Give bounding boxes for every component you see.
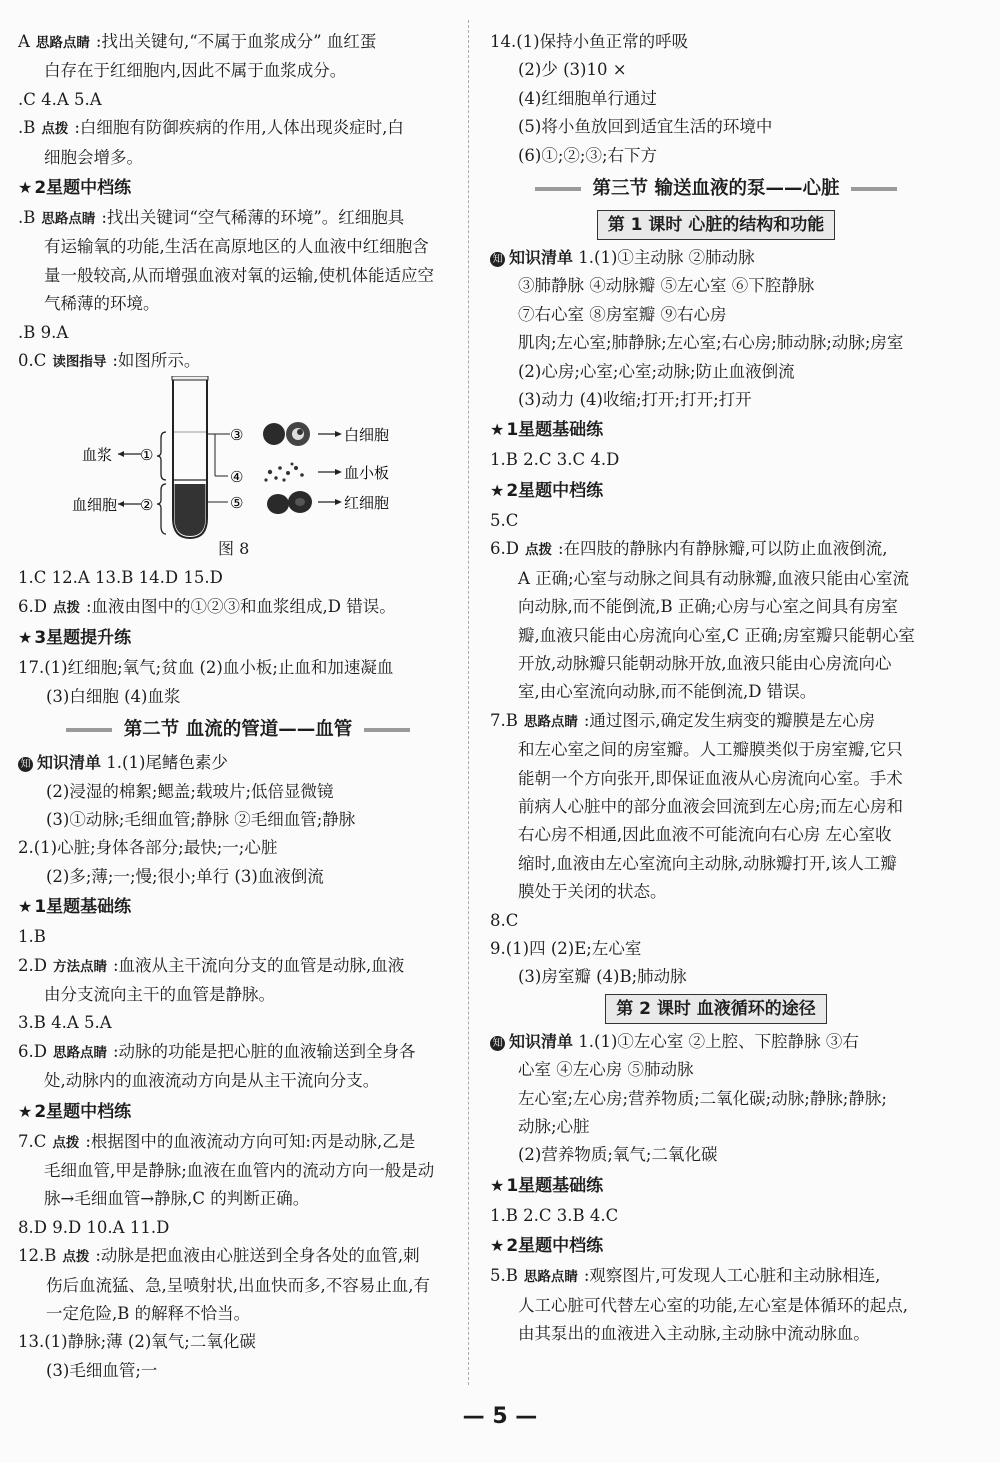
answer-line: 8.C	[490, 910, 519, 930]
answer-line: ③肺静脉 ④动脉瓣 ⑤左心室 ⑥下腔静脉	[518, 276, 815, 296]
answer-line: 气稀薄的环境。	[44, 294, 160, 314]
answer-line: 1.B 2.C 3.B 4.C	[490, 1205, 619, 1225]
blood-test-tube-figure	[18, 376, 458, 564]
marker-3: ③	[230, 426, 244, 445]
answer-line: 8.D 9.D 10.A 11.D	[18, 1217, 170, 1237]
answer-line: 伤后血流猛、急,呈喷射状,出血快而多,不容易止血,有	[46, 1275, 430, 1295]
marker-2: ②	[140, 496, 154, 515]
star-icon: ★	[18, 897, 33, 917]
right-column	[490, 28, 942, 1348]
answer-line: 13.(1)静脉;薄 (2)氧气;二氧化碳	[18, 1332, 256, 1352]
answer-line: (3)白细胞 (4)血浆	[46, 686, 181, 706]
answer-line: 前病人心脏中的部分血液会回流到左心房;而左心房和	[518, 796, 904, 816]
answer-line: (2)浸湿的棉絮;鳃盖;载玻片;低倍显微镜	[46, 781, 334, 801]
answer-line: 肌肉;左心室;肺静脉;左心室;右心房;肺动脉;动脉;房室	[518, 333, 904, 353]
answer-line: 有运输氧的功能,生活在高原地区的人血液中红细胞含	[44, 237, 429, 257]
answer-line: (5)将小鱼放回到适宜生活的环境中	[518, 117, 773, 137]
answer-line: (2)心房;心室;心室;动脉;防止血液倒流	[518, 361, 795, 381]
answer-line: 0.C 读图指导 :如图所示。	[18, 351, 201, 371]
answer-line: 7.B 思路点睛 :通过图示,确定发生病变的瓣膜是左心房	[490, 710, 876, 730]
knowledge-icon: 知	[490, 252, 505, 267]
column-divider	[468, 20, 469, 1385]
answer-line: 白存在于红细胞内,因此不属于血浆成分。	[44, 61, 347, 81]
answer-line: 处,动脉内的血液流动方向是从主干流向分支。	[44, 1071, 380, 1091]
answer-line: (3)房室瓣 (4)B;肺动脉	[518, 967, 687, 987]
lesson-title: 第 2 课时 血液循环的途径	[490, 994, 942, 1024]
knowledge-icon: 知	[18, 757, 33, 772]
answer-line: .B 思路点睛 :找出关键词“空气稀薄的环境”。红细胞具	[18, 208, 405, 228]
answer-line: (3)毛细血管;一	[46, 1360, 158, 1380]
answer-line: 缩时,血液由左心室流向主动脉,动脉瓣打开,该人工瓣	[518, 853, 897, 873]
answer-line: (2)少 (3)10 ×	[518, 60, 627, 80]
answer-line: 由分支流向主干的血管是静脉。	[44, 984, 275, 1004]
level-heading: ★ 2星题中档练	[490, 1236, 604, 1257]
answer-line: 6.D 点拨 :在四肢的静脉内有静脉瓣,可以防止血液倒流,	[490, 539, 888, 559]
star-icon: ★	[490, 1236, 505, 1256]
answer-line: (3)①动脉;毛细血管;静脉 ②毛细血管;静脉	[46, 809, 356, 829]
answer-line: 由其泵出的血液进入主动脉,主动脉中流动脉血。	[518, 1324, 870, 1344]
answer-line: 心室 ④左心房 ⑤肺动脉	[518, 1060, 694, 1080]
star-icon: ★	[18, 628, 33, 648]
answer-line: 6.D 思路点睛 :动脉的功能是把心脏的血液输送到全身各	[18, 1041, 416, 1061]
answer-line: A 思路点睛 :找出关键句,“不属于血浆成分” 血红蛋	[18, 32, 377, 51]
platelet-label: 血小板	[344, 464, 390, 483]
answer-line: 膜处于关闭的状态。	[518, 882, 667, 902]
answer-line: 量一般较高,从而增强血液对氧的运输,使机体能适应空	[44, 265, 434, 285]
level-heading: ★ 2星题中档练	[18, 1101, 132, 1122]
answer-line: 开放,动脉瓣只能朝动脉开放,血液只能由心房流向心	[518, 653, 892, 673]
page-number: — 5 —	[462, 1404, 538, 1429]
star-icon: ★	[490, 480, 505, 500]
answer-line: 瓣,血液只能由心房流向心室,C 正确;房室瓣只能朝心室	[518, 625, 915, 645]
lesson-title: 第 1 课时 心脏的结构和功能	[490, 210, 942, 240]
section-title: 第三节 输送血液的泵——心脏	[490, 170, 942, 208]
answer-line: 向动脉,而不能倒流,B 正确;心房与心室之间具有房室	[518, 597, 898, 617]
answer-line: .B 9.A	[18, 322, 69, 342]
answer-line: 1.B 2.C 3.C 4.D	[490, 450, 620, 470]
answer-line: (2)营养物质;氧气;二氧化碳	[518, 1145, 718, 1165]
answer-line: 一定危险,B 的解释不恰当。	[46, 1304, 251, 1323]
level-heading: ★ 2星题中档练	[490, 480, 604, 501]
knowledge-list: 知 知识清单 1.(1)尾鳍色素少	[18, 749, 458, 777]
answer-line: (4)红细胞单行通过	[518, 88, 657, 108]
answer-line: 1.B	[18, 927, 46, 947]
answer-line: (2)多;薄;一;慢;很小;单行 (3)血液倒流	[46, 866, 324, 886]
marker-5: ⑤	[230, 494, 244, 513]
level-heading: ★ 1星题基础练	[490, 420, 604, 441]
rbc-label: 红细胞	[344, 494, 390, 513]
answer-line: 17.(1)红细胞;氧气;贫血 (2)血小板;止血和加速凝血	[18, 658, 394, 678]
knowledge-list: 知 知识清单 1.(1)①左心室 ②上腔、下腔静脉 ③右	[490, 1028, 942, 1056]
answer-line: .C 4.A 5.A	[18, 89, 102, 109]
section-title: 第二节 血流的管道——血管	[18, 711, 458, 749]
blood-cells-label: 血细胞	[72, 496, 118, 515]
knowledge-icon: 知	[490, 1036, 505, 1051]
answer-line: 14.(1)保持小鱼正常的呼吸	[490, 32, 689, 51]
answer-line: 脉→毛细血管→静脉,C 的判断正确。	[44, 1189, 310, 1209]
marker-1: ①	[140, 446, 154, 465]
answer-line: 动脉;心脏	[518, 1117, 590, 1136]
answer-line: 2.(1)心脏;身体各部分;最快;一;心脏	[18, 838, 278, 858]
knowledge-list: 知 知识清单 1.(1)①主动脉 ②肺动脉	[490, 244, 942, 272]
answer-line: A 正确;心室与动脉之间具有动脉瓣,血液只能由心室流	[518, 568, 909, 588]
answer-line: 右心房不相通,因此血液不可能流向右心房 左心室收	[518, 825, 892, 845]
star-icon: ★	[18, 1101, 33, 1121]
answer-line: 2.D 方法点睛 :血液从主干流向分支的血管是动脉,血液	[18, 955, 405, 975]
answer-line: 1.C 12.A 13.B 14.D 15.D	[18, 568, 223, 588]
level-heading: ★ 1星题基础练	[490, 1175, 604, 1196]
answer-line: (3)动力 (4)收缩;打开;打开;打开	[518, 390, 752, 410]
answer-line: ⑦右心室 ⑧房室瓣 ⑨右心房	[518, 304, 727, 324]
answer-line: 能朝一个方向张开,即保证血液从心房流向心室。手术	[518, 768, 903, 788]
star-icon: ★	[490, 1175, 505, 1195]
answer-line: 3.B 4.A 5.A	[18, 1013, 112, 1033]
answer-line: 7.C 点拨 :根据图中的血液流动方向可知:丙是动脉,乙是	[18, 1131, 416, 1151]
star-icon: ★	[490, 420, 505, 440]
plasma-label: 血浆	[82, 446, 113, 465]
answer-line: 和左心室之间的房室瓣。人工瓣膜类似于房室瓣,它只	[518, 740, 903, 760]
answer-line: 细胞会增多。	[44, 147, 143, 167]
figure-caption: 图 8	[218, 539, 250, 559]
answer-line: (6)①;②;③;右下方	[518, 145, 658, 165]
star-icon: ★	[18, 178, 33, 198]
answer-line: 5.C	[490, 510, 519, 530]
answer-line: 12.B 点拨 :动脉是把血液由心脏送到全身各处的血管,刺	[18, 1246, 420, 1266]
answer-line: 室,由心室流向动脉,而不能倒流,D 错误。	[518, 682, 817, 702]
wbc-label: 白细胞	[344, 426, 390, 445]
level-heading: ★ 2星题中档练	[18, 178, 132, 199]
answer-line: 左心室;左心房;营养物质;二氧化碳;动脉;静脉;静脉;	[518, 1088, 887, 1108]
level-heading: ★ 1星题基础练	[18, 897, 132, 918]
answer-line: 6.D 点拨 :血液由图中的①②③和血浆组成,D 错误。	[18, 596, 396, 616]
left-column	[18, 28, 458, 1385]
level-heading: ★ 3星题提升练	[18, 628, 132, 649]
answer-line: 人工心脏可代替左心室的功能,左心室是体循环的起点,	[518, 1295, 908, 1315]
answer-line: 9.(1)四 (2)E;左心室	[490, 938, 642, 958]
answer-line: .B 点拨 :白细胞有防御疾病的作用,人体出现炎症时,白	[18, 118, 404, 138]
marker-4: ④	[230, 468, 244, 487]
answer-line: 5.B 思路点睛 :观察图片,可发现人工心脏和主动脉相连,	[490, 1266, 881, 1286]
answer-line: 毛细血管,甲是静脉;血液在血管内的流动方向一般是动	[44, 1160, 435, 1180]
